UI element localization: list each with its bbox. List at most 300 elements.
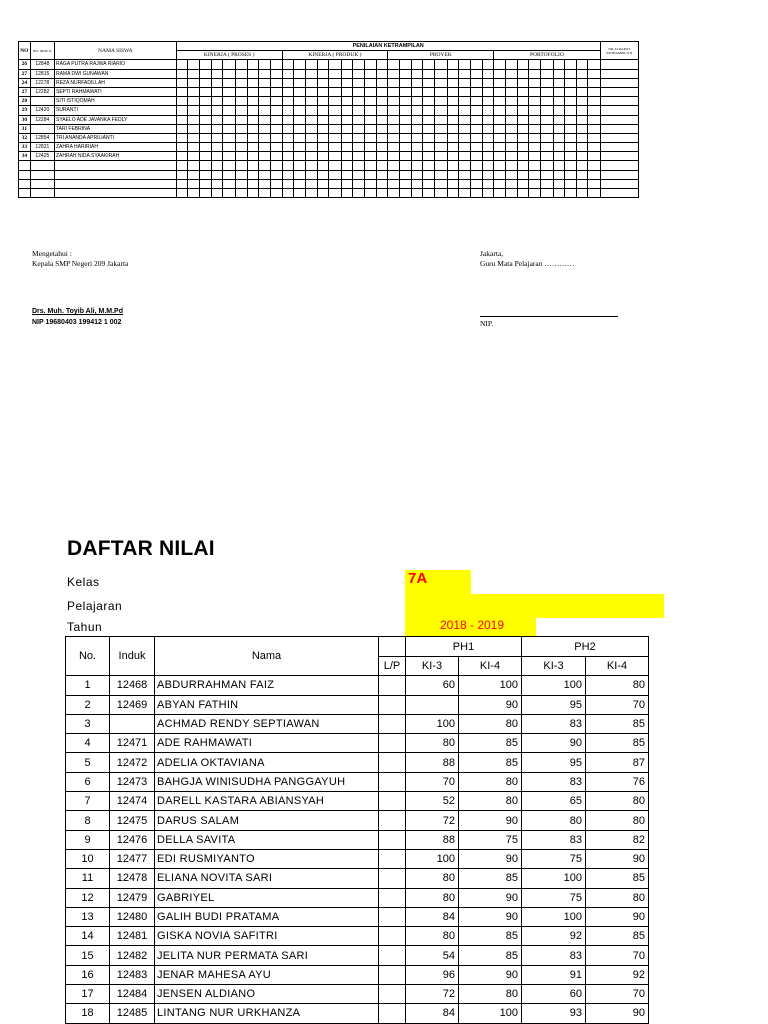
top-cell-score bbox=[188, 152, 200, 161]
cell-no: 12 bbox=[66, 888, 110, 907]
cell-induk: 12482 bbox=[110, 946, 155, 965]
top-cell-score bbox=[447, 189, 459, 198]
top-cell-score bbox=[505, 152, 517, 161]
top-cell-score bbox=[423, 115, 435, 124]
top-cell-score bbox=[376, 69, 388, 78]
top-cell-score bbox=[341, 124, 353, 133]
top-cell-score bbox=[305, 87, 317, 96]
cell-ph2-ki4: 85 bbox=[586, 869, 649, 888]
top-cell-score bbox=[317, 170, 329, 179]
top-cell-score bbox=[482, 143, 494, 152]
top-cell-nama bbox=[54, 179, 176, 188]
table-row bbox=[66, 714, 649, 733]
cell-ph1-ki4: 85 bbox=[459, 753, 522, 772]
top-cell-score bbox=[317, 189, 329, 198]
top-cell-score bbox=[188, 69, 200, 78]
top-cell-score bbox=[353, 179, 365, 188]
top-cell-score bbox=[565, 97, 577, 106]
top-cell-score bbox=[576, 179, 588, 188]
cell-ph1-ki3: 54 bbox=[406, 946, 459, 965]
top-cell-score bbox=[353, 60, 365, 69]
top-cell-score bbox=[494, 170, 506, 179]
top-cell-score bbox=[447, 179, 459, 188]
top-cell-score bbox=[188, 87, 200, 96]
top-cell-score bbox=[494, 69, 506, 78]
top-cell-score bbox=[365, 106, 377, 115]
cell-ph1-ki3: 100 bbox=[406, 849, 459, 868]
cell-ph1-ki4: 85 bbox=[459, 927, 522, 946]
top-cell-score bbox=[223, 161, 236, 170]
top-cell-score bbox=[388, 170, 400, 179]
top-cell-score bbox=[282, 161, 294, 170]
cell-ph1-ki4: 90 bbox=[459, 811, 522, 830]
top-cell-score bbox=[365, 170, 377, 179]
cell-nama: ELIANA NOVITA SARI bbox=[155, 869, 379, 888]
top-cell-score bbox=[329, 152, 342, 161]
top-cell-induk bbox=[30, 179, 54, 188]
top-cell-score bbox=[200, 124, 212, 133]
cell-induk: 12483 bbox=[110, 965, 155, 984]
cell-lp bbox=[379, 753, 406, 772]
top-cell-induk bbox=[30, 124, 54, 133]
top-cell-score bbox=[211, 170, 223, 179]
top-cell-score bbox=[200, 97, 212, 106]
cell-nama: GALIH BUDI PRATAMA bbox=[155, 907, 379, 926]
top-cell-score bbox=[540, 60, 553, 69]
top-cell-score bbox=[529, 97, 541, 106]
top-cell-score bbox=[388, 60, 400, 69]
top-cell-score bbox=[423, 97, 435, 106]
cell-ph1-ki3: 72 bbox=[406, 811, 459, 830]
top-cell-score bbox=[211, 115, 223, 124]
top-cell-score bbox=[411, 179, 423, 188]
cell-nama: ABYAN FATHIN bbox=[155, 695, 379, 714]
top-cell-score bbox=[540, 161, 553, 170]
header-nama: Nama bbox=[155, 637, 379, 676]
top-cell-score bbox=[576, 133, 588, 142]
top-cell-score bbox=[540, 143, 553, 152]
top-cell-score bbox=[376, 189, 388, 198]
top-cell-score bbox=[353, 115, 365, 124]
cell-ph2-ki3: 100 bbox=[522, 676, 586, 695]
top-cell-score bbox=[353, 189, 365, 198]
header-ph2: PH2 bbox=[522, 637, 649, 657]
cell-ph2-ki3: 83 bbox=[522, 830, 586, 849]
cell-induk: 12472 bbox=[110, 753, 155, 772]
top-cell-score bbox=[565, 60, 577, 69]
cell-no: 11 bbox=[66, 869, 110, 888]
table-row bbox=[66, 772, 649, 791]
top-cell-score bbox=[553, 189, 565, 198]
cell-nama: LINTANG NUR URKHANZA bbox=[155, 1004, 379, 1023]
cell-induk: 12478 bbox=[110, 869, 155, 888]
cell-nama: EDI RUSMIYANTO bbox=[155, 849, 379, 868]
top-table-row bbox=[19, 189, 639, 198]
top-cell-score bbox=[176, 87, 188, 96]
top-cell-score bbox=[447, 152, 459, 161]
top-cell-score bbox=[576, 115, 588, 124]
top-cell-score bbox=[176, 189, 188, 198]
top-cell-score bbox=[341, 106, 353, 115]
top-cell-score bbox=[376, 179, 388, 188]
top-cell-score bbox=[388, 189, 400, 198]
top-cell-score bbox=[388, 106, 400, 115]
top-table-row bbox=[19, 87, 639, 96]
top-cell-score bbox=[236, 69, 248, 78]
top-cell-score bbox=[294, 170, 306, 179]
top-cell-score bbox=[247, 124, 259, 133]
top-cell-score bbox=[459, 133, 471, 142]
top-cell-score bbox=[365, 115, 377, 124]
top-table-row bbox=[19, 106, 639, 115]
top-cell-score bbox=[529, 87, 541, 96]
top-cell-score bbox=[600, 87, 638, 96]
top-cell-score bbox=[565, 189, 577, 198]
top-cell-score bbox=[282, 189, 294, 198]
top-cell-no: 30 bbox=[19, 115, 31, 124]
top-cell-score bbox=[529, 133, 541, 142]
cell-lp bbox=[379, 714, 406, 733]
top-cell-score bbox=[434, 106, 447, 115]
top-cell-score bbox=[505, 69, 517, 78]
top-cell-score bbox=[200, 69, 212, 78]
top-cell-score bbox=[411, 133, 423, 142]
top-cell-score bbox=[376, 124, 388, 133]
top-cell-score bbox=[494, 152, 506, 161]
top-cell-score bbox=[376, 133, 388, 142]
top-cell-score bbox=[365, 133, 377, 142]
top-cell-score bbox=[505, 97, 517, 106]
top-cell-score bbox=[188, 143, 200, 152]
top-cell-score bbox=[482, 60, 494, 69]
top-cell-score bbox=[329, 78, 342, 87]
top-cell-score bbox=[565, 133, 577, 142]
cell-induk: 12468 bbox=[110, 676, 155, 695]
top-cell-score bbox=[447, 170, 459, 179]
top-cell-score bbox=[494, 78, 506, 87]
top-cell-score bbox=[517, 170, 529, 179]
cell-ph1-ki3: 80 bbox=[406, 869, 459, 888]
top-cell-induk: 12425 bbox=[30, 152, 54, 161]
top-cell-score bbox=[494, 106, 506, 115]
top-cell-score bbox=[270, 60, 282, 69]
top-cell-score bbox=[565, 143, 577, 152]
top-cell-score bbox=[400, 152, 412, 161]
top-cell-score bbox=[211, 87, 223, 96]
top-cell-score bbox=[247, 87, 259, 96]
cell-lp bbox=[379, 772, 406, 791]
top-cell-score bbox=[482, 133, 494, 142]
top-cell-score bbox=[259, 115, 271, 124]
top-cell-score bbox=[176, 152, 188, 161]
top-cell-score bbox=[294, 87, 306, 96]
top-cell-score bbox=[423, 60, 435, 69]
cell-ph1-ki3: 80 bbox=[406, 888, 459, 907]
top-cell-score bbox=[517, 189, 529, 198]
cell-ph1-ki4: 90 bbox=[459, 965, 522, 984]
top-cell-score bbox=[400, 106, 412, 115]
top-cell-score bbox=[434, 189, 447, 198]
cell-ph2-ki4: 80 bbox=[586, 792, 649, 811]
top-cell-score bbox=[282, 106, 294, 115]
cell-ph1-ki3: 100 bbox=[406, 714, 459, 733]
top-cell-score bbox=[411, 78, 423, 87]
top-cell-score bbox=[176, 78, 188, 87]
cell-ph2-ki3: 83 bbox=[522, 946, 586, 965]
top-cell-score bbox=[200, 189, 212, 198]
cell-ph2-ki3: 93 bbox=[522, 1004, 586, 1023]
top-cell-score bbox=[470, 87, 482, 96]
cell-nama: GABRIYEL bbox=[155, 888, 379, 907]
top-cell-score bbox=[588, 161, 600, 170]
top-cell-score bbox=[588, 152, 600, 161]
top-cell-score bbox=[341, 60, 353, 69]
top-cell-no: 27 bbox=[19, 69, 31, 78]
top-cell-score bbox=[353, 170, 365, 179]
kepala-nama: Drs. Muh. Toyib Ali, M.M.Pd bbox=[32, 308, 123, 315]
top-cell-score bbox=[600, 115, 638, 124]
top-cell-score bbox=[565, 78, 577, 87]
top-cell-score bbox=[317, 69, 329, 78]
cell-nama: DARUS SALAM bbox=[155, 811, 379, 830]
top-cell-no: 27 bbox=[19, 87, 31, 96]
top-cell-score bbox=[600, 69, 638, 78]
top-cell-score bbox=[400, 69, 412, 78]
top-cell-score bbox=[600, 124, 638, 133]
top-cell-score bbox=[329, 143, 342, 152]
top-cell-score bbox=[434, 170, 447, 179]
cell-no: 7 bbox=[66, 792, 110, 811]
top-cell-score bbox=[588, 189, 600, 198]
cell-no: 6 bbox=[66, 772, 110, 791]
cell-ph1-ki3: 60 bbox=[406, 676, 459, 695]
top-cell-score bbox=[540, 179, 553, 188]
top-cell-score bbox=[553, 87, 565, 96]
top-cell-nama bbox=[54, 189, 176, 198]
top-cell-score bbox=[529, 179, 541, 188]
top-cell-score bbox=[423, 78, 435, 87]
cell-ph2-ki3: 100 bbox=[522, 907, 586, 926]
top-cell-score bbox=[294, 133, 306, 142]
top-cell-score bbox=[236, 60, 248, 69]
table-row bbox=[66, 1004, 649, 1023]
top-cell-nama: TARI FEBRINA bbox=[54, 124, 176, 133]
cell-ph2-ki3: 75 bbox=[522, 888, 586, 907]
cell-nama: ADELIA OKTAVIANA bbox=[155, 753, 379, 772]
cell-lp bbox=[379, 888, 406, 907]
top-cell-score bbox=[259, 179, 271, 188]
top-cell-score bbox=[223, 115, 236, 124]
top-cell-score bbox=[341, 133, 353, 142]
top-cell-score bbox=[211, 97, 223, 106]
cell-lp bbox=[379, 695, 406, 714]
top-cell-score bbox=[565, 179, 577, 188]
top-cell-score bbox=[423, 87, 435, 96]
top-table-row bbox=[19, 97, 639, 106]
top-cell-score bbox=[470, 78, 482, 87]
top-cell-score bbox=[447, 143, 459, 152]
top-header-portofolio: PORTOFOLIO bbox=[494, 51, 600, 60]
top-cell-score bbox=[529, 106, 541, 115]
top-cell-score bbox=[505, 179, 517, 188]
top-cell-score bbox=[540, 170, 553, 179]
top-cell-score bbox=[211, 133, 223, 142]
top-cell-score bbox=[317, 179, 329, 188]
top-cell-score bbox=[294, 179, 306, 188]
top-cell-score bbox=[305, 189, 317, 198]
top-cell-score bbox=[294, 78, 306, 87]
top-cell-score bbox=[247, 143, 259, 152]
tahun-label: Tahun bbox=[67, 620, 103, 634]
cell-lp bbox=[379, 792, 406, 811]
top-cell-score bbox=[223, 133, 236, 142]
top-cell-score bbox=[353, 124, 365, 133]
top-cell-score bbox=[540, 189, 553, 198]
top-cell-score bbox=[423, 152, 435, 161]
top-cell-score bbox=[270, 87, 282, 96]
top-cell-score bbox=[600, 170, 638, 179]
top-cell-score bbox=[411, 170, 423, 179]
top-cell-score bbox=[259, 161, 271, 170]
cell-ph2-ki3: 75 bbox=[522, 849, 586, 868]
top-cell-score bbox=[341, 189, 353, 198]
top-cell-score bbox=[353, 152, 365, 161]
top-header-nilai-rapot: NILAI RAPOT KETRAMPILA N bbox=[600, 42, 638, 60]
cell-lp bbox=[379, 734, 406, 753]
cell-ph1-ki4: 85 bbox=[459, 734, 522, 753]
top-cell-score bbox=[353, 78, 365, 87]
table-row bbox=[66, 869, 649, 888]
cell-no: 17 bbox=[66, 985, 110, 1004]
top-cell-no bbox=[19, 189, 31, 198]
cell-ph1-ki4: 75 bbox=[459, 830, 522, 849]
top-cell-score bbox=[576, 124, 588, 133]
cell-no: 10 bbox=[66, 849, 110, 868]
top-cell-score bbox=[176, 170, 188, 179]
top-cell-score bbox=[176, 124, 188, 133]
top-cell-score bbox=[459, 87, 471, 96]
top-cell-score bbox=[470, 152, 482, 161]
top-cell-score bbox=[482, 152, 494, 161]
top-cell-score bbox=[517, 179, 529, 188]
top-cell-score bbox=[576, 189, 588, 198]
cell-induk bbox=[110, 714, 155, 733]
top-cell-score bbox=[553, 170, 565, 179]
top-cell-score bbox=[365, 87, 377, 96]
top-cell-score bbox=[259, 97, 271, 106]
top-cell-score bbox=[411, 124, 423, 133]
top-cell-score bbox=[247, 69, 259, 78]
top-cell-score bbox=[517, 143, 529, 152]
top-cell-score bbox=[282, 133, 294, 142]
page-title: DAFTAR NILAI bbox=[67, 537, 215, 560]
header-ph1-ki4: KI-4 bbox=[459, 657, 522, 676]
top-cell-score bbox=[200, 78, 212, 87]
kepala-sekolah-label: Kepala SMP Negeri 209 Jakarta bbox=[32, 259, 129, 268]
cell-no: 18 bbox=[66, 1004, 110, 1023]
cell-ph2-ki3: 83 bbox=[522, 714, 586, 733]
top-cell-score bbox=[565, 124, 577, 133]
top-cell-score bbox=[388, 69, 400, 78]
top-cell-induk bbox=[30, 97, 54, 106]
top-cell-score bbox=[588, 124, 600, 133]
top-cell-no: 28 bbox=[19, 97, 31, 106]
top-cell-score bbox=[459, 143, 471, 152]
top-cell-score bbox=[529, 69, 541, 78]
top-cell-score bbox=[223, 60, 236, 69]
top-cell-score bbox=[176, 106, 188, 115]
top-cell-score bbox=[282, 143, 294, 152]
top-cell-score bbox=[411, 97, 423, 106]
top-cell-score bbox=[353, 97, 365, 106]
table-row bbox=[66, 811, 649, 830]
top-cell-score bbox=[553, 179, 565, 188]
top-cell-score bbox=[317, 78, 329, 87]
top-header-kinerja-proses: KINERJA ( PROSES ) bbox=[176, 51, 282, 60]
top-cell-score bbox=[423, 133, 435, 142]
top-cell-score bbox=[223, 179, 236, 188]
header-induk: Induk bbox=[110, 637, 155, 676]
top-cell-score bbox=[423, 161, 435, 170]
cell-ph2-ki4: 85 bbox=[586, 734, 649, 753]
top-cell-score bbox=[423, 143, 435, 152]
mengetahui-label: Mengetahui : bbox=[32, 249, 72, 258]
top-cell-score bbox=[505, 87, 517, 96]
top-cell-score bbox=[305, 170, 317, 179]
cell-ph1-ki4: 90 bbox=[459, 888, 522, 907]
top-cell-score bbox=[270, 97, 282, 106]
top-cell-score bbox=[470, 115, 482, 124]
top-cell-score bbox=[459, 106, 471, 115]
top-cell-score bbox=[365, 60, 377, 69]
cell-ph2-ki4: 82 bbox=[586, 830, 649, 849]
cell-ph1-ki3: 84 bbox=[406, 1004, 459, 1023]
cell-lp bbox=[379, 869, 406, 888]
top-cell-score bbox=[236, 170, 248, 179]
top-cell-score bbox=[317, 97, 329, 106]
top-cell-score bbox=[400, 87, 412, 96]
top-cell-score bbox=[447, 87, 459, 96]
top-cell-score bbox=[423, 69, 435, 78]
top-cell-score bbox=[282, 124, 294, 133]
header-ph2-ki3: KI-3 bbox=[522, 657, 586, 676]
top-cell-score bbox=[211, 152, 223, 161]
table-row bbox=[66, 985, 649, 1004]
top-cell-score bbox=[482, 115, 494, 124]
top-cell-score bbox=[223, 152, 236, 161]
cell-ph1-ki4: 100 bbox=[459, 676, 522, 695]
top-cell-score bbox=[447, 106, 459, 115]
top-table-row bbox=[19, 152, 639, 161]
top-header-penilaian: PENILAIAN KETRAMPILAN bbox=[176, 42, 600, 51]
top-cell-score bbox=[434, 60, 447, 69]
cell-ph2-ki3: 65 bbox=[522, 792, 586, 811]
top-cell-score bbox=[247, 106, 259, 115]
top-cell-score bbox=[223, 143, 236, 152]
cell-induk: 12479 bbox=[110, 888, 155, 907]
cell-induk: 12484 bbox=[110, 985, 155, 1004]
cell-lp bbox=[379, 849, 406, 868]
cell-ph1-ki3: 88 bbox=[406, 753, 459, 772]
top-cell-score bbox=[459, 170, 471, 179]
top-cell-score bbox=[505, 60, 517, 69]
top-cell-score bbox=[529, 60, 541, 69]
top-cell-score bbox=[236, 152, 248, 161]
top-cell-score bbox=[305, 161, 317, 170]
top-cell-score bbox=[459, 189, 471, 198]
top-cell-nama: SEPTI RAHMAWATI bbox=[54, 87, 176, 96]
cell-ph2-ki3: 83 bbox=[522, 772, 586, 791]
